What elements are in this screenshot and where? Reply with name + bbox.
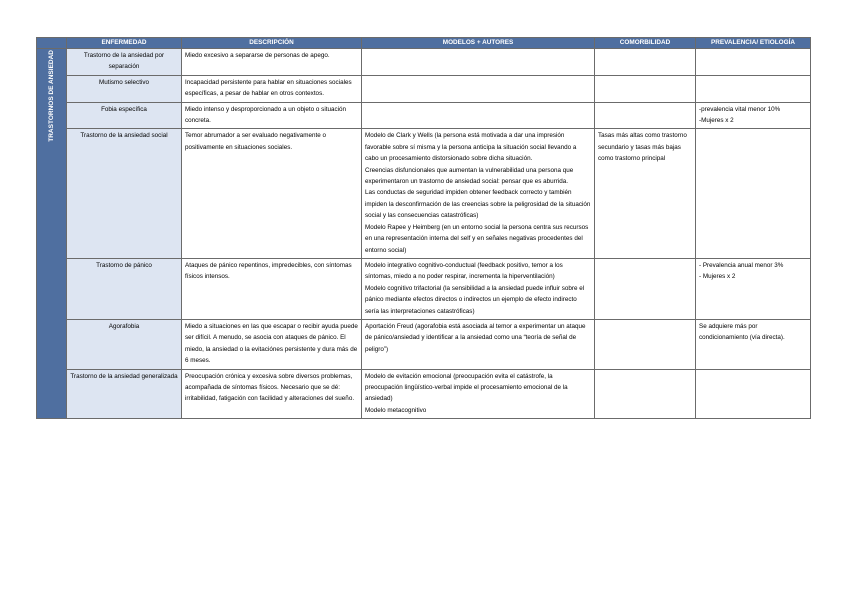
cell-modelos: Modelo de evitación emocional (preocupación evita el catástrofe, la preocupación lingüístico-verbal impide el procesamiento emocional de la ansiedad) Modelo metacognitivo [362, 369, 595, 419]
cell-descripcion: Miedo excesivo a separarse de personas de apego. [182, 49, 362, 76]
cell-comorbilidad [595, 102, 696, 129]
cell-comorbilidad [595, 49, 696, 76]
header-descripcion: DESCRIPCIÓN [182, 38, 362, 49]
cell-enfermedad: Trastorno de la ansiedad generalizada [67, 369, 182, 419]
table-row [37, 319, 811, 369]
cell-modelos [362, 102, 595, 129]
cell-enfermedad: Fobia específica [67, 102, 182, 129]
group-label: TRASTORNOS DE ANSIEDAD [47, 50, 55, 142]
cell-comorbilidad [595, 258, 696, 319]
table-row [37, 129, 811, 258]
cell-prevalencia [696, 75, 811, 102]
cell-descripcion: Temor abrumador a ser evaluado negativamente o positivamente en situaciones sociales. [182, 129, 362, 258]
header-corner [37, 38, 67, 49]
disorders-table [36, 37, 811, 419]
cell-prevalencia: -prevalencia vital menor 10% -Mujeres x 2 [696, 102, 811, 129]
header-comorbilidad: COMORBILIDAD [595, 38, 696, 49]
cell-descripcion: Ataques de pánico repentinos, impredecibles, con síntomas físicos intensos. [182, 258, 362, 319]
cell-enfermedad: Trastorno de pánico [67, 258, 182, 319]
table-row [37, 49, 811, 76]
cell-prevalencia: Se adquiere más por condicionamiento (vía directa). [696, 319, 811, 369]
cell-comorbilidad [595, 75, 696, 102]
cell-descripcion: Miedo a situaciones en las que escapar o recibir ayuda puede ser difícil. A menudo, se asocia con ataques de pánico. El miedo, la ansiedad o la evitaciónes persistente y dura más de 6 meses. [182, 319, 362, 369]
cell-descripcion: Incapacidad persistente para hablar en situaciones sociales específicas, a pesar de hablar en otros contextos. [182, 75, 362, 102]
cell-comorbilidad: Tasas más altas como trastorno secundario y tasas más bajas como trastorno principal [595, 129, 696, 258]
cell-enfermedad: Trastorno de la ansiedad social [67, 129, 182, 258]
cell-prevalencia: - Prevalencia anual menor 3% - Mujeres x 2 [696, 258, 811, 319]
header-prevalencia: PREVALENCIA/ ETIOLOGÍA [696, 38, 811, 49]
cell-descripcion: Miedo intenso y desproporcionado a un objeto o situación concreta. [182, 102, 362, 129]
group-label-cell [37, 49, 67, 419]
cell-comorbilidad [595, 319, 696, 369]
cell-enfermedad: Mutismo selectivo [67, 75, 182, 102]
header-modelos: MODELOS + AUTORES [362, 38, 595, 49]
cell-modelos: Aportación Freud (agorafobia está asociada al temor a experimentar un ataque de pánico/ansiedad y identificar a la ansiedad como una “teoría de señal de peligro”) [362, 319, 595, 369]
cell-prevalencia [696, 49, 811, 76]
cell-modelos [362, 49, 595, 76]
cell-enfermedad: Agorafobia [67, 319, 182, 369]
cell-comorbilidad [595, 369, 696, 419]
cell-descripcion: Preocupación crónica y excesiva sobre diversos problemas, acompañada de síntomas físicos. Necesario que se dé: irritabilidad, fatigación con facilidad y alteraciones del sueño. [182, 369, 362, 419]
cell-enfermedad: Trastorno de la ansiedad por separación [67, 49, 182, 76]
table-row [37, 102, 811, 129]
table-row [37, 258, 811, 319]
header-row [37, 38, 811, 49]
table-row [37, 369, 811, 419]
cell-modelos [362, 75, 595, 102]
cell-modelos: Modelo de Clark y Wells (la persona está motivada a dar una impresión favorable sobre sí misma y la persona anticipa la situación social llevando a cabo un procesamiento distorsionado sobre dicha situación. Creencias disfuncionales que aumentan la vulnerabilidad una persona que experimentaron un trastorno de ansiedad social: pensar que es aburrida. Las conductas de seguridad impiden obtener feedback correcto y también impiden la desconfirmación de las creencias sobre la peligrosidad de la situación social y las consecuencias catastróficas) Modelo Rapee y Heimberg (en un entorno social la persona centra sus recursos en una representación interna del self y en señales negativas procedentes del entorno social) [362, 129, 595, 258]
cell-prevalencia [696, 369, 811, 419]
cell-prevalencia [696, 129, 811, 258]
cell-modelos: Modelo integrativo cognitivo-conductual (feedback positivo, temor a los síntomas, miedo a no poder respirar, incrementa la hiperventilación) Modelo cognitivo trifactorial (la sensibilidad a la ansiedad puede influir sobre el pánico mediante efectos directos o indirectos un ejemplo de efecto indirecto sería las interpretaciones catastróficas) [362, 258, 595, 319]
table-row [37, 75, 811, 102]
header-enfermedad: ENFERMEDAD [67, 38, 182, 49]
